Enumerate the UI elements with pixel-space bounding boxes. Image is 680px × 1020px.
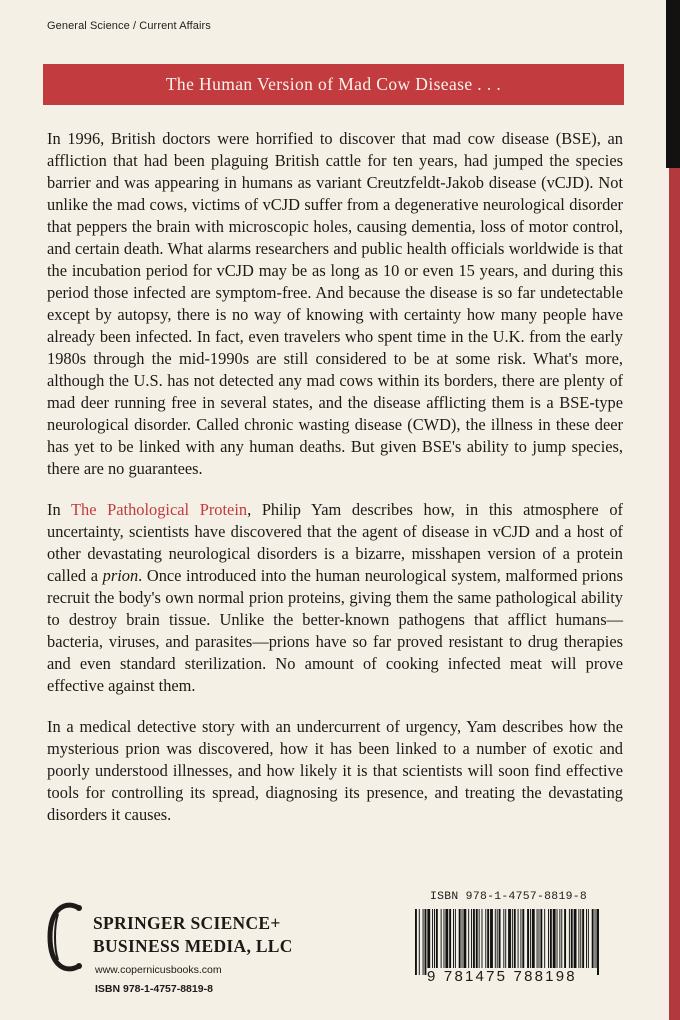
barcode-bar	[453, 909, 454, 975]
barcode-bar	[455, 909, 456, 975]
barcode-bar	[578, 909, 579, 975]
paragraph-book-lead: In	[47, 500, 72, 519]
banner-title: The Human Version of Mad Cow Disease . . .	[165, 74, 502, 94]
barcode-bar	[586, 909, 587, 975]
barcode-bar	[490, 909, 493, 975]
barcode-bar	[423, 909, 424, 975]
barcode-bar	[432, 909, 433, 975]
barcode-bar	[532, 909, 535, 975]
category-label: General Science / Current Affairs	[47, 20, 211, 32]
barcode-bar	[592, 909, 594, 975]
barcode-bar	[550, 909, 552, 975]
barcode-bar	[462, 909, 463, 975]
barcode-bar	[571, 909, 573, 975]
barcode-bar	[473, 909, 475, 975]
barcode-bar	[527, 909, 529, 975]
barcode-bar	[479, 909, 480, 975]
barcode-bar	[540, 909, 542, 975]
barcode-bar	[497, 909, 498, 975]
barcode-bar	[522, 909, 524, 975]
barcode-isbn-label: ISBN 978-1-4757-8819-8	[430, 891, 587, 903]
paragraph-book	[47, 499, 623, 697]
barcode-bar	[574, 909, 577, 975]
barcode-bar	[512, 909, 513, 975]
barcode-bar	[425, 909, 427, 975]
paragraph-book-part2: . Once introduced into the human neurological system, malformed prions recruit the body's own normal prion proteins, giving them the same pathological ability to destroy brain tissue. Unlike the better-known pathogens that afflict humans—bacteria, viruses, and parasites—prions have so far proved resistant to drug therapies and even standard sterilization. No amount of cooking infected meat will prove effective against them.	[47, 566, 623, 695]
barcode-bar	[459, 909, 461, 975]
barcode-bar	[580, 909, 581, 975]
publisher-name-line1: SPRINGER SCIENCE+	[93, 913, 281, 933]
spine-edge-dark	[666, 0, 680, 168]
barcode-bar	[530, 909, 531, 975]
barcode-bar	[569, 909, 570, 975]
barcode-bar	[463, 909, 466, 975]
barcode-bar	[503, 909, 504, 975]
barcode-bar	[495, 909, 496, 975]
barcode-bar	[505, 909, 506, 975]
barcode-bar	[487, 909, 489, 975]
barcode-bar	[485, 909, 486, 975]
barcode-bar	[514, 909, 516, 975]
publisher-url: www.copernicusbooks.com	[95, 964, 222, 976]
barcode-bar	[518, 909, 519, 975]
barcode-bar	[559, 909, 560, 975]
barcode-bar	[419, 909, 420, 975]
barcode-bar	[588, 909, 589, 975]
barcode-bar	[471, 909, 472, 975]
barcode-bar	[427, 909, 430, 975]
paragraph-summary: In a medical detective story with an undercurrent of urgency, Yam describes how the mysterious prion was discovered, how it has been linked to a number of exotic and poorly understood illnesses, and how likely it is that scientists will soon find effective tools for controlling its spread, diagnosing its presence, and treating the devastating disorders it causes.	[47, 717, 623, 824]
barcode-bar	[564, 909, 566, 975]
barcode-bar	[436, 909, 438, 975]
book-title: The Pathological Protein	[71, 500, 248, 519]
spine-edge-gap	[666, 168, 669, 1020]
paragraph-book-part1: , Philip Yam describes how, in this atmosphere of uncertainty, scientists have discovered that the agent of disease in vCJD and a host of other devastating neurological disorders is a bizarre, misshapen version of a protein called a	[47, 500, 623, 585]
publisher-logo-icon	[44, 900, 84, 974]
barcode-bar	[468, 909, 469, 975]
barcode-bar	[444, 909, 445, 975]
blurb-text	[47, 128, 623, 845]
barcode-bar	[434, 909, 435, 975]
barcode-bar	[476, 909, 478, 975]
title-banner	[43, 64, 624, 105]
barcode-bar	[499, 909, 501, 975]
publisher-name-line2: BUSINESS MEDIA, LLC	[93, 936, 293, 956]
publisher-isbn: ISBN 978-1-4757-8819-8	[95, 983, 213, 995]
publisher-name	[93, 912, 293, 958]
barcode-bar	[520, 909, 521, 975]
barcode-bar	[415, 909, 417, 975]
barcode-bar	[482, 909, 483, 975]
barcode-digits: 9 781475 788198	[427, 968, 597, 985]
barcode-bar	[537, 909, 538, 975]
paragraph-intro: In 1996, British doctors were horrified to discover that mad cow disease (BSE), an affliction that had been plaguing British cattle for ten years, had jumped the species barrier and was appearing in humans as variant Creutzfeldt-Jakob disease (vCJD). Not unlike the mad cows, victims of vCJD suffer from a degenerative neurological disorder that peppers the brain with microscopic holes, causing dementia, loss of motor control, and certain death. What alarms researchers and public health officials worldwide is that the incubation period for vCJD may be as long as 10 or even 15 years, and during this period those infected are symptom-free. And because the disease is so far undetectable except by autopsy, there is no way of knowing with certainty how many people have already been infected. In fact, even travelers who spent time in the U.K. from the early 1980s through the mid-1990s are still considered to be at some risk. What's more, although the U.S. has not detected any mad cows within its borders, there are plenty of mad deer running free in several states, and the disease afflicting them is a BSE-type neurological disorder. Called chronic wasting disease (CWD), the illness in these deer has yet to be linked with any human deaths. But given BSE's ability to jump species, there are no guarantees.	[47, 129, 623, 478]
barcode-bar	[445, 909, 448, 975]
barcode-bar	[596, 909, 599, 975]
barcode-bar	[582, 909, 584, 975]
barcode-icon	[413, 909, 599, 975]
barcode-bar	[561, 909, 562, 975]
barcode-bar	[539, 909, 540, 975]
barcode-bar	[441, 909, 442, 975]
spine-edge-strip	[666, 0, 680, 1020]
barcode-bar	[449, 909, 451, 975]
barcode-bar	[544, 909, 545, 975]
barcode-bar	[553, 909, 556, 975]
barcode-bar	[557, 909, 558, 975]
barcode-bar	[508, 909, 511, 975]
prion-term: prion	[102, 566, 139, 585]
barcode-bar	[548, 909, 549, 975]
barcode-bar	[595, 909, 596, 975]
